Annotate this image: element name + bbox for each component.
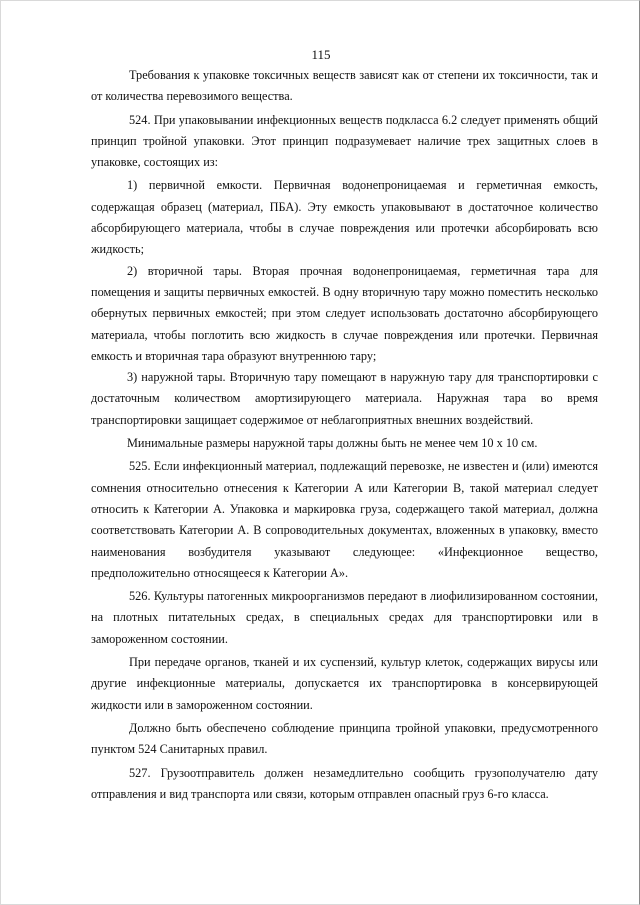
page-number: 115 bbox=[311, 47, 331, 62]
paragraph-526: 526. Культуры патогенных микроорганизмов передают в лиофилизированном состоянии, на плотных питательных средах, в специальных средах для транспортировки или в замороженном состоянии. bbox=[91, 589, 598, 646]
paragraph-primary-container: 1) первичной емкости. Первичная водонепроницаемая и герметичная емкость, содержащая образец (материал, ПБА). Эту емкость упаковывают в достаточное количество абсорбирующего материала, чтобы в случае повреждения или протечки абсорбировать всю жидкость; bbox=[91, 178, 598, 257]
paragraph-527: 527. Грузоотправитель должен незамедлительно сообщить грузополучателю дату отправления и вид транспорта или связи, которым отправлен опасный груз 6-го класса. bbox=[91, 765, 598, 801]
paragraph-525: 525. Если инфекционный материал, подлежащий перевозке, не известен и (или) имеются сомнения относительно отнесения к Категории А или Категории В, такой материал следует относить к Категории А. Упаковка и маркировка груза, содержащего такой материал, должна соответствовать Категории А. В сопроводительных документах, вложенных в упаковку, вместо наименования возбудителя указывают следующее: «Инфекционное вещество, предположительно относящееся к Категории А». bbox=[91, 459, 598, 580]
paragraph-organs-tissues: При передаче органов, тканей и их суспензий, культур клеток, содержащих вирусы или другие инфекционные материалы, допускается их транспортировка в консервирующей жидкости или в замороженном состоянии. bbox=[91, 655, 598, 712]
paragraph-outer-packaging: 3) наружной тары. Вторичную тару помещают в наружную тару для транспортировки с достаточным количеством амортизирующего материала. Наружная тара во время транспортировки защищает содержимое от неблагоприятных внешних воздействий. bbox=[91, 370, 598, 427]
paragraph-min-dimensions: Минимальные размеры наружной тары должны быть не менее чем 10 х 10 см. bbox=[127, 436, 538, 451]
paragraph-secondary-packaging: 2) вторичной тары. Вторая прочная водонепроницаемая, герметичная тара для помещения и защиты первичных емкостей. В одну вторичную тару можно поместить несколько обернутых первичных емкостей; при этом следует использовать достаточно абсорбирующего материала, чтобы поглотить всю жидкость в случае повреждения или протечки. Первичная емкость и вторичная тара образуют внутреннюю тару; bbox=[91, 263, 598, 363]
paragraph-524: 524. При упаковывании инфекционных веществ подкласса 6.2 следует применять общий принцип тройной упаковки. Этот принцип подразумевает наличие трех защитных слоев в упаковке, состоящих из: bbox=[91, 112, 598, 170]
paragraph-triple-packaging: Должно быть обеспечено соблюдение принципа тройной упаковки, предусмотренного пунктом 524 Санитарных правил. bbox=[91, 720, 598, 757]
paragraph-toxic-packaging: Требования к упаковке токсичных веществ зависят как от степени их токсичности, так и от количества перевозимого вещества. bbox=[91, 68, 598, 104]
document-body bbox=[91, 65, 598, 805]
